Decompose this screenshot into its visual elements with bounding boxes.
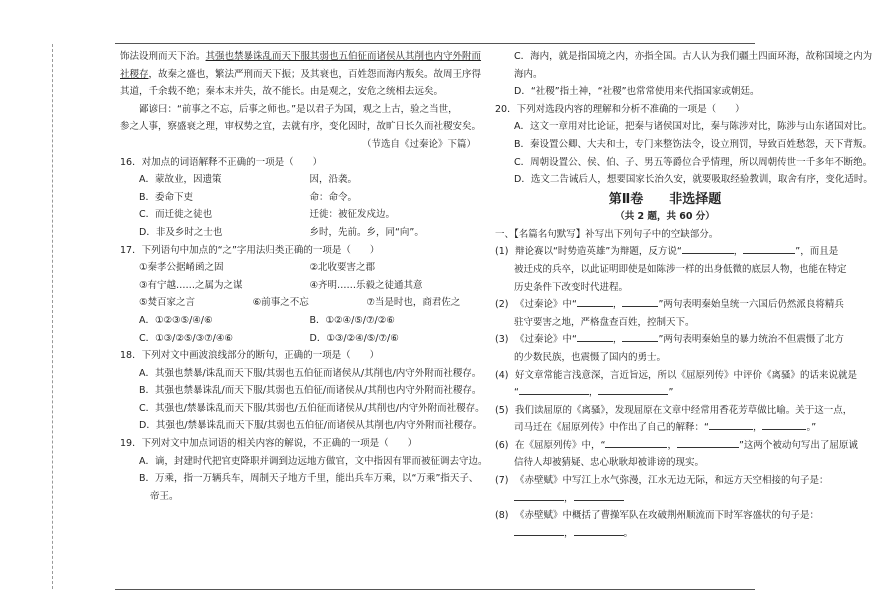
q20-option-b: B．秦设置公卿、大夫和士，专门来整饬法令，设立刑罚，导致百姓愁怨，天下背叛。	[514, 138, 873, 150]
answer-blank[interactable]	[743, 243, 795, 254]
q16-option-a: A．蒙故业，因遗策 因，沿袭。	[139, 174, 358, 186]
recitation-item-1: (1) 辩论赛以“时势造英雄”为辩题，反方说“ ， ”，而且是	[495, 243, 835, 261]
answer-blank[interactable]	[577, 296, 613, 307]
recitation-item-2: (2) 《过秦论》中“ ， ”两句表明秦始皇统一六国后仍然派良将精兵	[495, 296, 835, 314]
q16-stem: 16．对加点的词语解释不正确的一项是（ ）	[120, 156, 323, 168]
bottom-rule	[115, 589, 755, 590]
answer-blank[interactable]	[598, 384, 668, 395]
passage-source: （节选自《过秦论》下篇）	[361, 138, 476, 150]
recitation-item-3: (3) 《过秦论》中“ ， ”两句表明秦始皇的暴力统治不但震慑了北方	[495, 331, 835, 349]
recitation-item-4-cont: “ ， ”	[495, 384, 835, 402]
q18-stem: 18．下列对文中画波浪线部分的断句，正确的一项是（ ）	[120, 350, 380, 362]
answer-blank[interactable]	[605, 437, 667, 448]
q17-stem: 17．下列语句中加点的“之”字用法归类正确的一项是（ ）	[120, 244, 380, 256]
q20-option-c: C．周朝设置公、侯、伯、子、男五等爵位合乎情理，所以周朝传世一千多年不断绝。	[514, 156, 873, 168]
recitation-item-1-cont: 被迁戍的兵卒，以此证明即使是如陈涉一样的出身低微的底层人物，也能在特定	[514, 263, 847, 275]
q19-option-b: B．万乘，指一万辆兵车，周制天子地方千里，能出兵车万乘，以“万乘”指天子、	[139, 473, 479, 485]
recitation-item-8-cont: ， 。	[495, 525, 835, 543]
passage-line-1: 饰法设刑而天下治。其强也禁暴诛乱而天下服其弱也五伯征而诸侯从其削也内守外附而	[120, 51, 482, 62]
passage-line-4: 鄙谚曰：“前事之不忘，后事之师也。”是以君子为国，观之上古，验之当世，	[139, 103, 458, 115]
right-column	[495, 48, 873, 542]
top-rule	[115, 43, 755, 44]
recitation-item-8: (8) 《赤壁赋》中概括了曹操军队在攻破荆州顺流而下时军容盛状的句子是：	[495, 510, 820, 522]
answer-blank[interactable]	[709, 419, 753, 430]
answer-blank[interactable]	[574, 525, 624, 536]
q19-option-a: A．谪，封建时代把官吏降职并调到边远地方做官，文中指因有罪而被征调去守边。	[139, 455, 488, 467]
answer-blank[interactable]	[762, 419, 806, 430]
answer-blank[interactable]	[514, 490, 564, 501]
q17-options-cd: C．①③/②⑤/③⑦/④⑥ D．①③/②④/⑤/⑦/⑥	[139, 332, 399, 344]
answer-blank[interactable]	[514, 525, 564, 536]
q18-option-d: D．其强也/禁暴诛乱而天下服/其弱也五伯征/而诸侯从其削也/内守外附而社稷存。	[139, 420, 483, 432]
answer-blank[interactable]	[682, 243, 734, 254]
recitation-item-6-cont: 信待人却被猜疑、忠心耿耿却被诽谤的现实。	[514, 457, 705, 469]
q20-option-d: D．选文二告诫后人，想要国家长治久安，就要吸取经验教训，取舍有序，变化适时。	[514, 174, 873, 186]
recitation-item-7-cont: ，	[495, 490, 835, 508]
q18-option-c: C．其强也/禁暴诛乱而天下服/其弱也/五伯征而诸侯从/其削也/内守外附而社稷存。	[139, 402, 485, 414]
q19-option-c-cont: 海内。	[514, 68, 543, 80]
q17-items-1: ①秦孝公据崤函之固 ②北收要害之郡	[139, 262, 376, 274]
q18-option-a: A．其强也禁暴/诛乱而天下服/其弱也五伯征而诸侯从/其削也/内守外附而社稷存。	[139, 367, 482, 379]
wavy-underlined-text: 其强也禁暴诛乱而天下服其弱也五伯征而诸侯从其削也内守外附而	[205, 51, 482, 62]
recitation-intro: 一、【名篇名句默写】补写出下列句子中的空缺部分。	[495, 228, 719, 240]
left-column	[120, 48, 488, 505]
answer-blank[interactable]	[519, 384, 589, 395]
q16-option-b: B．委命下吏 命：命令。	[139, 191, 358, 203]
binding-gutter	[30, 44, 78, 589]
q20-option-a: A．这文一章用对比论证，把秦与诸侯国对比，秦与陈涉对比，陈涉与山东诸国对比。	[514, 121, 872, 133]
passage-line-2: 社稷存，故秦之盛也，繁法严刑而天下振；及其衰也，百姓怨而海内叛矣。故周王序得	[120, 68, 482, 80]
recitation-item-3-cont: 的少数民族，也震慑了国内的勇士。	[514, 351, 667, 363]
passage-line-3: 其道，千余载不绝；秦本末并失，故不能长。由是观之，安危之统相去远矣。	[120, 86, 444, 98]
recitation-item-5: (5) 我们读屈原的《离骚》，发现屈原在文章中经常用香花芳草做比喻。关于这一点，	[495, 404, 853, 416]
answer-blank[interactable]	[677, 437, 739, 448]
q19-option-d: D．“社稷”指土神，“社稷”也常常使用来代指国家或朝廷。	[514, 86, 760, 98]
q17-items-2: ③有宁越……之属为之谋 ④齐明……乐毅之徒通其意	[139, 279, 423, 291]
q17-options-ab: A．①②③⑤/④/⑥ B．①②④/⑤/⑦/②⑥	[139, 314, 395, 326]
q19-option-c: C．海内，就是指国境之内，亦指全国。古人认为我们疆土四面环海，故称国境之内为	[514, 51, 873, 62]
answer-blank[interactable]	[622, 331, 658, 342]
recitation-item-6: (6) 在《屈原列传》中，“ ， ”这两个被动句写出了屈原诚	[495, 437, 835, 455]
recitation-item-2-cont: 驻守要害之地，严格盘查百姓，控制天下。	[514, 316, 695, 328]
answer-blank[interactable]	[577, 331, 613, 342]
section-subtitle: （共 2 题，共 60 分）	[615, 210, 715, 222]
q19-stem: 19．下列对文中加点词语的相关内容的解说，不正确的一项是（ ）	[120, 438, 418, 450]
answer-blank[interactable]	[622, 296, 658, 307]
q17-items-3: ⑤焚百家之言 ⑥前事之不忘 ⑦当是时也，商君佐之	[139, 297, 461, 309]
binding-dash-line	[52, 44, 53, 589]
q18-option-b: B．其强也禁暴诛乱/而天下服/其弱也五伯征/而诸侯从/其削也内守外附而社稷存。	[139, 385, 482, 397]
q16-option-c: C．而迁徙之徒也 迁徙：被征发戍边。	[139, 209, 396, 221]
recitation-item-4: (4) 好文章常能言浅意深，言近旨远，所以《屈原列传》中评价《离骚》的话来说就是	[495, 369, 858, 381]
answer-blank[interactable]	[574, 490, 624, 501]
wavy-underlined-text: 社稷存	[120, 68, 149, 80]
passage-line-5: 参之人事，察盛衰之理，审权势之宜，去就有序，变化因时，故旷日长久而社稷安矣。	[120, 121, 482, 133]
q19-option-b-cont: 帝王。	[150, 490, 179, 502]
q16-option-d: D．非及乡时之士也 乡时，先前。乡，同“向”。	[139, 226, 424, 238]
recitation-item-5-cont: 司马迁在《屈原列传》中作出了自己的解释：“ ， 。”	[495, 419, 835, 437]
recitation-item-7: (7) 《赤壁赋》中写江上水气弥漫，江水无边无际，和远方天空相接的句子是：	[495, 475, 829, 487]
section-title: 第Ⅱ卷 非选择题	[608, 191, 722, 207]
recitation-item-1-cont2: 历史条件下改变时代进程。	[514, 281, 629, 293]
q20-stem: 20．下列对选段内容的理解和分析不准确的一项是（ ）	[495, 103, 745, 115]
